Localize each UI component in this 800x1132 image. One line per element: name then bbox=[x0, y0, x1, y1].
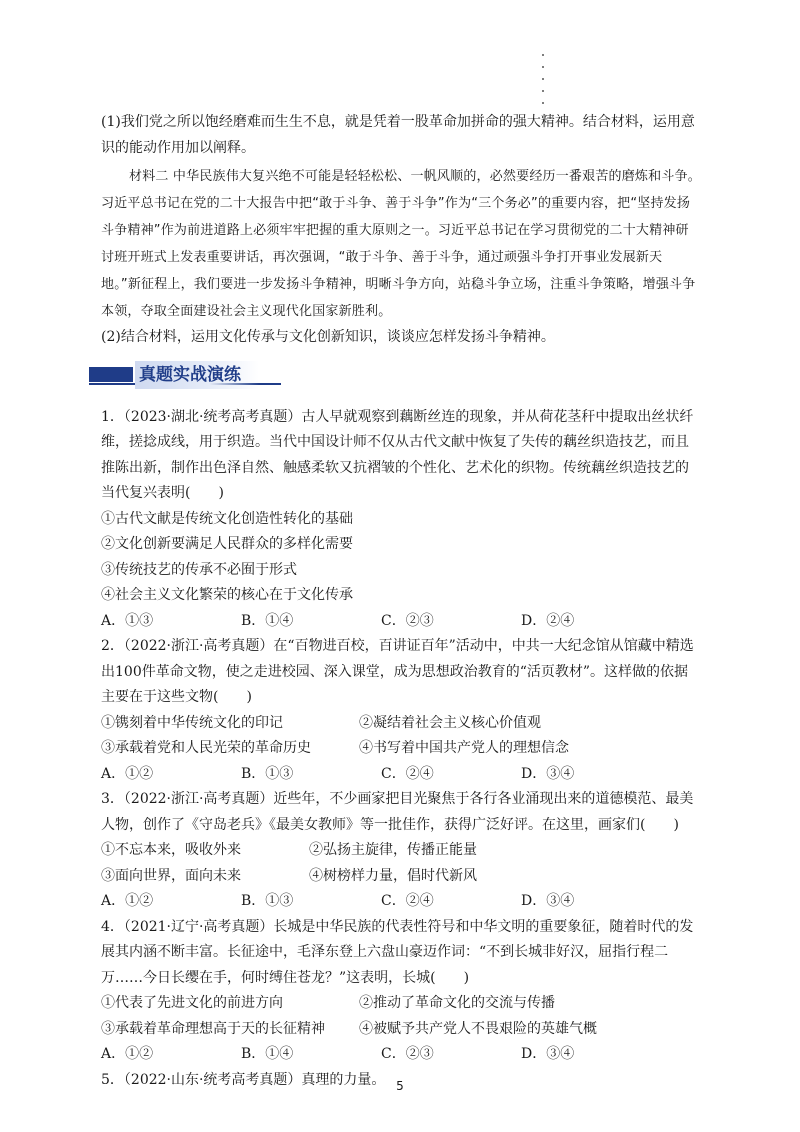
option-row bbox=[101, 838, 701, 864]
answer-b[interactable]: B．①④ bbox=[241, 1046, 294, 1062]
answer-a[interactable]: A．①② bbox=[101, 893, 154, 909]
answer-choices bbox=[101, 1042, 701, 1068]
answer-b[interactable]: B．①③ bbox=[241, 765, 294, 782]
option-item: ④被赋予共产党人不畏艰险的英雄气概 bbox=[359, 1020, 597, 1037]
question-stem: 4．（2021·辽宁·高考真题）长城是中华民族的代表性符号和中华文明的重要象征，随着时代的发展其内涵不断丰富。长征途中，毛泽东登上六盘山豪迈作词：“不到长城非好汉，屈指行程二万……今日长缨在手，何时缚住苍龙？”这表明，长城( ) bbox=[101, 918, 694, 986]
option-item: ②推动了革命文化的交流与传播 bbox=[359, 995, 555, 1011]
answer-c[interactable]: C．②③ bbox=[381, 1046, 434, 1062]
section-header-bar bbox=[89, 367, 133, 382]
page-number: 5 bbox=[396, 1079, 404, 1093]
answer-c[interactable]: C．②③ bbox=[381, 612, 434, 629]
question-stem: 2．（2022·浙江·高考真题）在“百物进百校，百讲证百年”活动中，中共一大纪念馆从馆藏中精选出100件革命文物，使之走进校园、深入课堂，成为思想政治教育的“活页教材”。这样做的依据主要在于这些文物( ) bbox=[101, 638, 694, 705]
section-header bbox=[101, 361, 701, 389]
answer-a[interactable]: A．①② bbox=[101, 1046, 154, 1062]
option-item: ③传统技艺的传承不必囿于形式 bbox=[101, 561, 297, 578]
option-row bbox=[101, 736, 701, 762]
option-row bbox=[101, 1017, 701, 1043]
option-row bbox=[101, 864, 701, 890]
question-stem: 1．（2023·湖北·统考高考真题）古人早就观察到藕断丝连的现象，并从荷花茎秆中提取出丝状纤维，搓捻成线，用于织造。当代中国设计师不仅从古代文献中恢复了失传的藕丝织造技艺，而且推陈出新，制作出色泽自然、触感柔软又抗褶皱的个性化、艺术化的织物。传统藕丝织造技艺的当代复兴表明( ) bbox=[101, 408, 694, 501]
option-item: ③承载着革命理想高于天的长征精神 bbox=[101, 1020, 325, 1037]
option-item: ①古代文献是传统文化创造性转化的基础 bbox=[101, 510, 353, 527]
option-row bbox=[101, 711, 701, 737]
question-4 bbox=[101, 915, 701, 1068]
page-content bbox=[101, 110, 701, 1093]
option-item: ①代表了先进文化的前进方向 bbox=[101, 995, 283, 1011]
option-item: ③承载着党和人民光荣的革命历史 bbox=[101, 740, 311, 756]
question-2 bbox=[101, 634, 701, 787]
option-item: ①不忘本来，吸收外来 bbox=[101, 842, 241, 858]
answer-choices bbox=[101, 609, 701, 635]
option-row bbox=[101, 991, 701, 1017]
option-item: ②文化创新要满足人民群众的多样化需要 bbox=[101, 536, 353, 552]
intro-question-2: (2)结合材料，运用文化传承与文化创新知识，谈谈应怎样发扬斗争精神。 bbox=[101, 329, 555, 345]
option-item: ②凝结着社会主义核心价值观 bbox=[359, 714, 541, 731]
option-item: ④树榜样力量，倡时代新风 bbox=[309, 867, 477, 884]
answer-choices bbox=[101, 762, 701, 788]
answer-d[interactable]: D．③④ bbox=[521, 765, 575, 782]
answer-d[interactable]: D．③④ bbox=[521, 893, 575, 909]
margin-dots bbox=[542, 54, 546, 104]
answer-d[interactable]: D．②④ bbox=[521, 612, 575, 629]
intro-question-1: (1)我们党之所以饱经磨难而生生不息，就是凭着一股革命加拼命的强大精神。结合材料，运用意识的能动作用加以阐释。 bbox=[101, 114, 695, 156]
question-1 bbox=[101, 405, 701, 635]
option-item: ④书写着中国共产党人的理想信念 bbox=[359, 740, 569, 756]
answer-a[interactable]: A．①③ bbox=[101, 612, 154, 629]
option-item: ③面向世界，面向未来 bbox=[101, 867, 241, 884]
answer-a[interactable]: A．①② bbox=[101, 765, 154, 782]
section-title: 真题实战演练 bbox=[135, 361, 259, 389]
answer-c[interactable]: C．②④ bbox=[381, 765, 434, 782]
answer-b[interactable]: B．①④ bbox=[241, 612, 294, 629]
answer-choices bbox=[101, 889, 701, 915]
question-stem: 3．（2022·浙江·高考真题）近些年，不少画家把目光聚焦于各行各业涌现出来的道德模范、最美人物，创作了《守岛老兵》《最美女教师》等一批佳作，获得广泛好评。在这里，画家们( ) bbox=[101, 791, 694, 833]
answer-b[interactable]: B．①③ bbox=[241, 893, 294, 909]
option-item: ④社会主义文化繁荣的核心在于文化传承 bbox=[101, 587, 353, 603]
option-item: ①镌刻着中华传统文化的印记 bbox=[101, 714, 283, 731]
question-stem: 5．（2022·山东·统考高考真题）真理的力量。 bbox=[101, 1071, 386, 1088]
question-3 bbox=[101, 787, 701, 915]
option-item: ②弘扬主旋律，传播正能量 bbox=[309, 842, 477, 858]
material-two: 材料二 中华民族伟大复兴绝不可能是轻轻松松、一帆风顺的，必然要经历一番艰苦的磨炼和斗争。习近平总书记在党的二十大报告中把“敢于斗争、善于斗争”作为“三个务必”的重要内容，把“坚持发扬斗争精神”作为前进道路上必须牢牢把握的重大原则之一。习近平总书记在学习贯彻党的二十大精神研讨班开班式上发表重要讲话，再次强调，“敢于斗争、善于斗争，通过顽强斗争打开事业发展新天地。”新征程上，我们要进一步发扬斗争精神，明晰斗争方向，站稳斗争立场，注重斗争策略，增强斗争本领，夺取全面建设社会主义现代化国家新胜利。 bbox=[101, 169, 701, 319]
answer-d[interactable]: D．③④ bbox=[521, 1046, 575, 1062]
answer-c[interactable]: C．②④ bbox=[381, 893, 434, 909]
